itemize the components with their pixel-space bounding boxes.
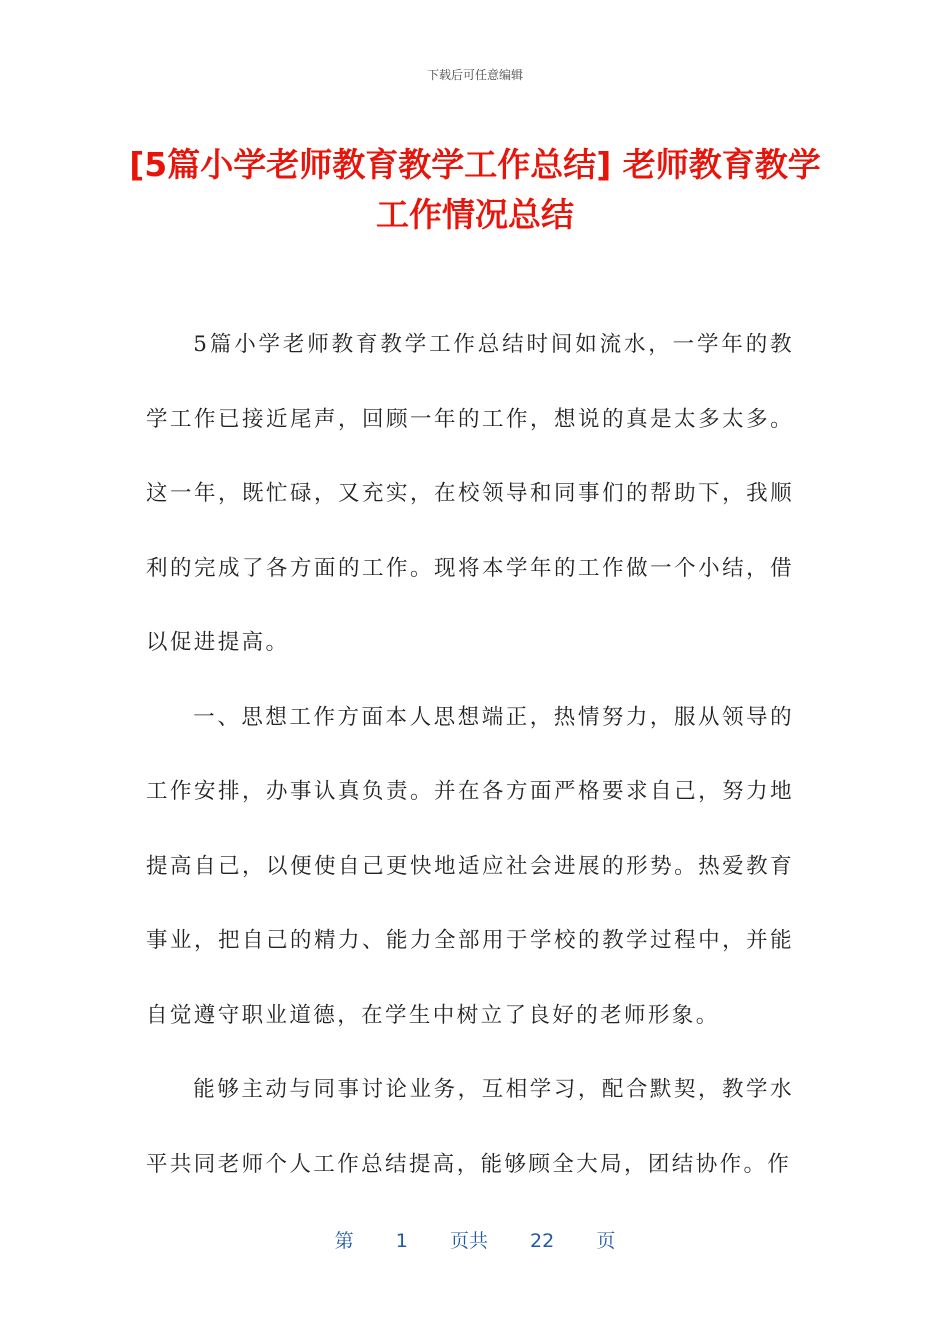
total-pages: 22 xyxy=(530,1230,555,1252)
paragraph: 5篇小学老师教育教学工作总结时间如流水，一学年的教学工作已接近尾声，回顾一年的工作，想说的真是太多太多。这一年，既忙碌，又充实，在校领导和同事们的帮助下，我顺利的完成了各方面的工作。现将本学年的工作做一个小结，借以促进提高。 xyxy=(146,332,794,655)
page-mid-label: 页共 xyxy=(449,1230,488,1252)
header-note: 下载后可任意编辑 xyxy=(426,68,523,82)
document-title: [5篇小学老师教育教学工作总结] 老师教育教学工作情况总结 xyxy=(129,145,821,234)
page-prefix: 第 xyxy=(334,1230,354,1252)
paragraph: 能够主动与同事讨论业务，互相学习，配合默契，教学水平共同老师个人工作总结提高，能够顾全大局，团结协作。作 xyxy=(146,1077,794,1177)
document-body xyxy=(146,308,794,1202)
page-suffix: 页 xyxy=(596,1230,616,1252)
page-footer xyxy=(0,1226,950,1253)
paragraph: 一、思想工作方面本人思想端正，热情努力，服从领导的工作安排，办事认真负责。并在各方面严格要求自己，努力地提高自己，以便使自己更快地适应社会进展的形势。热爱教育事业，把自己的精力、能力全部用于学校的教学过程中，并能自觉遵守职业道德，在学生中树立了良好的老师形象。 xyxy=(146,704,794,1028)
current-page-number: 1 xyxy=(395,1230,408,1252)
